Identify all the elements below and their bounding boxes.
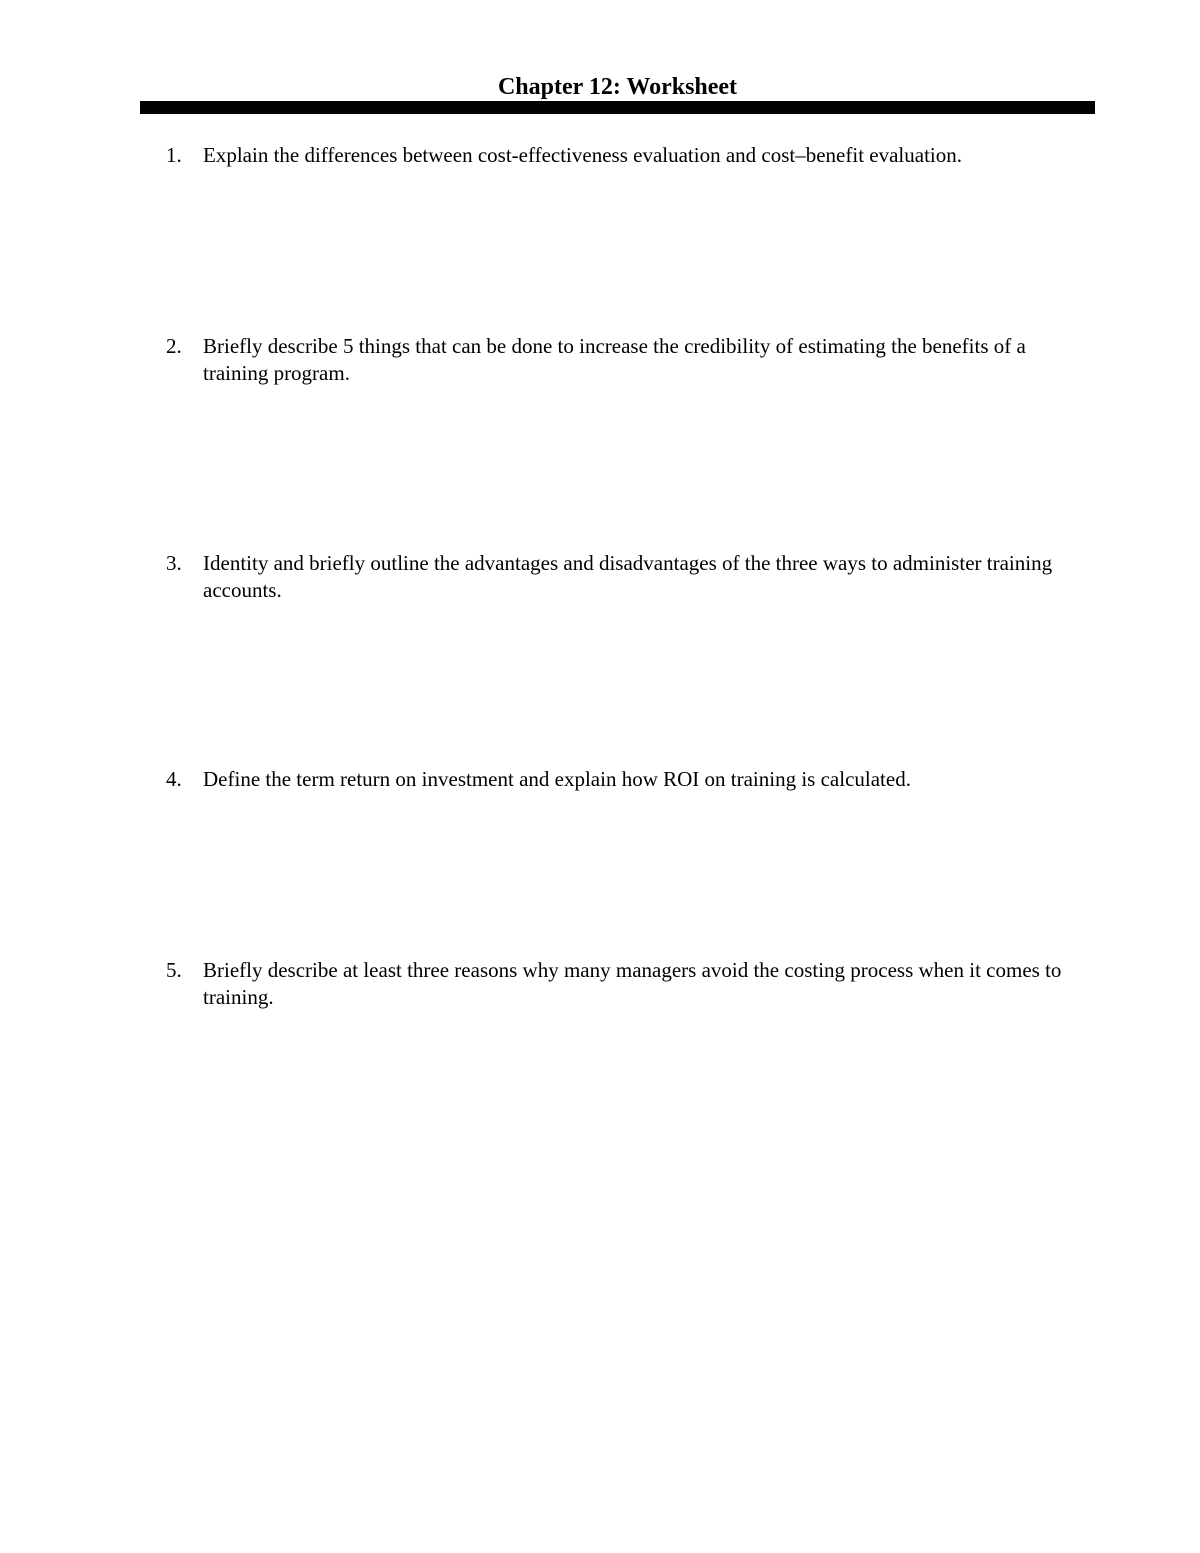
question-text: Briefly describe at least three reasons why many managers avoid the costing process when it comes to training. <box>203 958 1062 1009</box>
page-title: Chapter 12: Worksheet <box>497 74 738 100</box>
question-item <box>166 766 1086 793</box>
question-number: 2. <box>166 334 182 358</box>
question-text: Explain the differences between cost-effectiveness evaluation and cost–benefit evaluation. <box>203 143 963 167</box>
question-text: Briefly describe 5 things that can be done to increase the credibility of estimating the benefits of a training program. <box>203 334 1026 385</box>
question-item <box>166 333 1086 387</box>
question-item <box>166 142 1086 169</box>
question-number: 5. <box>166 958 182 982</box>
question-text: Identity and briefly outline the advantages and disadvantages of the three ways to administer training accounts. <box>203 551 1053 602</box>
question-text: Define the term return on investment and explain how ROI on training is calculated. <box>203 767 911 791</box>
question-item <box>166 550 1086 604</box>
question-number: 1. <box>166 143 182 167</box>
title-divider <box>140 101 1095 114</box>
question-item <box>166 957 1086 1011</box>
question-number: 3. <box>166 551 182 575</box>
question-number: 4. <box>166 767 182 791</box>
